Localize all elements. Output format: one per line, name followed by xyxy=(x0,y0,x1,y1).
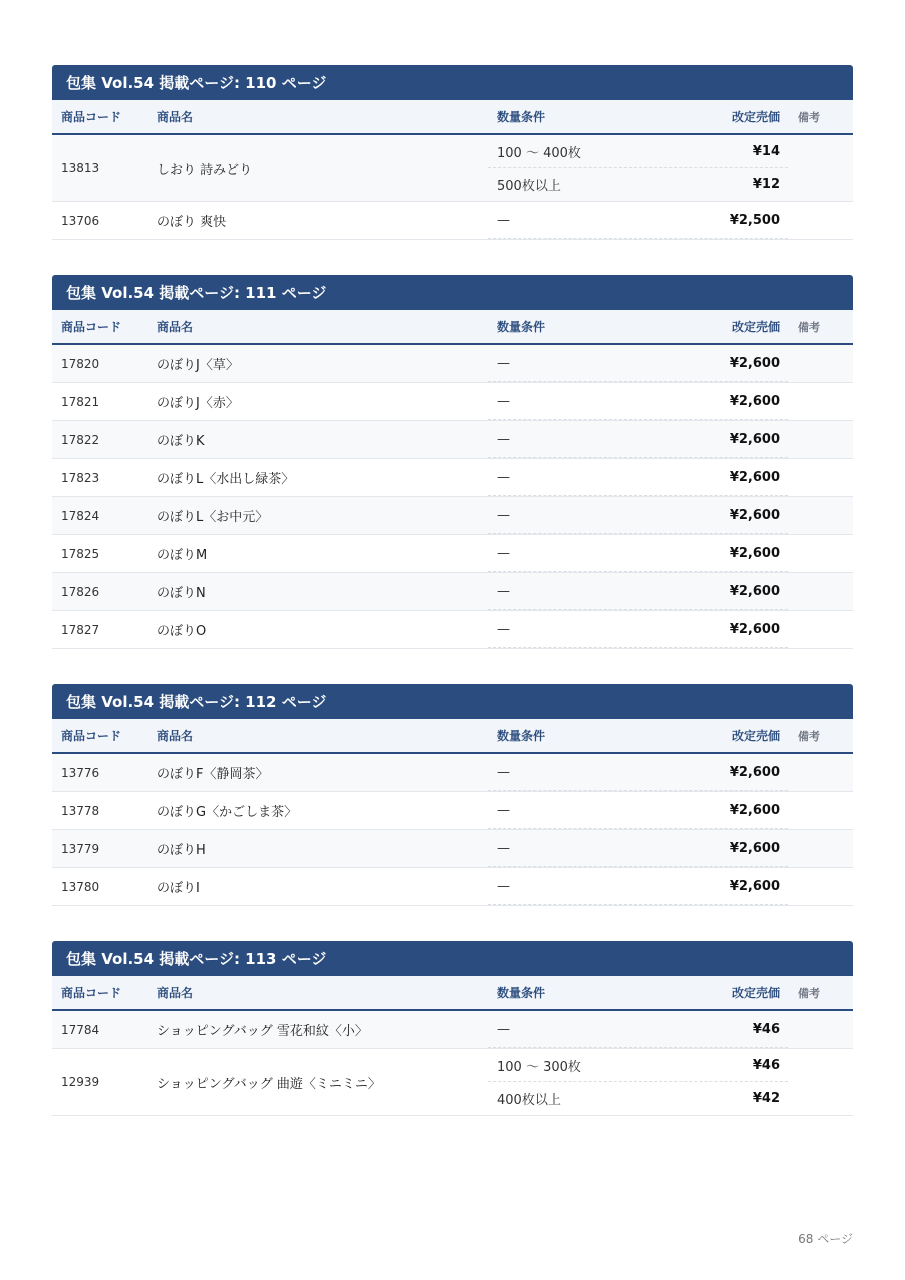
remarks xyxy=(788,383,853,420)
remarks xyxy=(788,1011,853,1048)
product-code: 17822 xyxy=(61,432,100,447)
price-tiers xyxy=(488,383,788,420)
column-header-row xyxy=(52,310,853,345)
price-section xyxy=(52,65,853,240)
revised-price: ¥2,600 xyxy=(729,469,780,485)
price-tier xyxy=(488,421,788,458)
remarks xyxy=(788,345,853,382)
column-header-note: 備考 xyxy=(798,986,820,1000)
table-row xyxy=(52,497,853,535)
price-tier xyxy=(488,383,788,420)
revised-price: ¥2,600 xyxy=(729,545,780,561)
quantity-condition: 100 〜 400枚 xyxy=(497,145,581,161)
product-name: のぼりN xyxy=(157,586,206,601)
product-name: ショッピングバッグ 曲遊〈ミニミニ〉 xyxy=(157,1076,381,1092)
remarks xyxy=(788,611,853,648)
product-code: 17820 xyxy=(61,356,100,371)
remarks xyxy=(788,868,853,905)
column-header-note: 備考 xyxy=(798,110,820,124)
table-row xyxy=(52,345,853,383)
price-section xyxy=(52,684,853,906)
quantity-condition: — xyxy=(497,212,510,228)
product-code: 17823 xyxy=(61,470,100,485)
revised-price: ¥2,600 xyxy=(729,764,780,780)
product-code: 17825 xyxy=(61,546,100,561)
column-header-price: 改定売価 xyxy=(731,729,780,743)
revised-price: ¥2,600 xyxy=(729,840,780,856)
price-section xyxy=(52,941,853,1116)
price-tiers xyxy=(488,421,788,458)
quantity-condition: — xyxy=(497,764,510,780)
price-tiers xyxy=(488,868,788,905)
price-tier xyxy=(488,497,788,534)
table-row xyxy=(52,135,853,202)
product-code: 17784 xyxy=(61,1022,100,1037)
column-header-name: 商品名 xyxy=(157,729,194,743)
product-code: 17827 xyxy=(61,622,100,637)
revised-price: ¥46 xyxy=(752,1057,780,1073)
column-header-row xyxy=(52,100,853,135)
column-header-qty: 数量条件 xyxy=(497,986,546,1000)
price-section xyxy=(52,275,853,649)
product-name: のぼりM xyxy=(157,548,208,563)
remarks xyxy=(788,792,853,829)
product-name: のぼりI xyxy=(157,881,200,896)
price-tier xyxy=(488,1082,788,1115)
price-tiers xyxy=(488,573,788,610)
remarks xyxy=(788,830,853,867)
quantity-condition: — xyxy=(497,1021,510,1037)
price-tier xyxy=(488,830,788,867)
price-tier xyxy=(488,754,788,791)
price-tiers xyxy=(488,754,788,791)
column-header-price: 改定売価 xyxy=(731,986,780,1000)
table-row xyxy=(52,459,853,497)
quantity-condition: — xyxy=(497,431,510,447)
product-name: のぼりJ〈草〉 xyxy=(157,358,239,373)
quantity-condition: — xyxy=(497,355,510,371)
price-tiers xyxy=(488,459,788,496)
revised-price: ¥2,600 xyxy=(729,355,780,371)
remarks xyxy=(788,202,853,239)
quantity-condition: — xyxy=(497,507,510,523)
price-tiers xyxy=(488,202,788,239)
quantity-condition: — xyxy=(497,583,510,599)
product-code: 17821 xyxy=(61,394,100,409)
table-row xyxy=(52,1049,853,1116)
revised-price: ¥2,600 xyxy=(729,507,780,523)
quantity-condition: — xyxy=(497,469,510,485)
price-tiers xyxy=(488,1011,788,1048)
remarks xyxy=(788,421,853,458)
product-code: 13776 xyxy=(61,765,100,780)
product-name: のぼりG〈かごしま茶〉 xyxy=(157,805,298,820)
section-title: 包集 Vol.54 掲載ページ: 112 ページ xyxy=(52,684,853,719)
column-header-name: 商品名 xyxy=(157,110,194,124)
column-header-price: 改定売価 xyxy=(731,320,780,334)
price-tiers xyxy=(488,345,788,382)
column-header-name: 商品名 xyxy=(157,320,194,334)
quantity-condition: 400枚以上 xyxy=(497,1093,561,1108)
remarks xyxy=(788,1049,853,1115)
revised-price: ¥2,600 xyxy=(729,583,780,599)
price-list xyxy=(52,65,853,1151)
table-row xyxy=(52,202,853,240)
page-number: 68 ページ xyxy=(798,1232,853,1246)
product-name: ショッピングバッグ 雪花和紋〈小〉 xyxy=(157,1024,368,1039)
price-tier xyxy=(488,459,788,496)
price-tiers xyxy=(488,135,788,201)
quantity-condition: 500枚以上 xyxy=(497,179,561,194)
revised-price: ¥12 xyxy=(752,177,780,192)
column-header-qty: 数量条件 xyxy=(497,110,546,124)
table-row xyxy=(52,830,853,868)
price-tier xyxy=(488,611,788,648)
table-row xyxy=(52,421,853,459)
column-header-code: 商品コード xyxy=(61,729,122,743)
column-header-note: 備考 xyxy=(798,729,820,743)
revised-price: ¥2,600 xyxy=(729,802,780,818)
column-header-note: 備考 xyxy=(798,320,820,334)
quantity-condition: — xyxy=(497,840,510,856)
revised-price: ¥14 xyxy=(752,143,780,159)
column-header-name: 商品名 xyxy=(157,986,194,1000)
quantity-condition: 100 〜 300枚 xyxy=(497,1059,581,1075)
table-row xyxy=(52,754,853,792)
product-code: 13778 xyxy=(61,803,100,818)
table-body xyxy=(52,1011,853,1116)
section-title: 包集 Vol.54 掲載ページ: 110 ページ xyxy=(52,65,853,100)
product-name: のぼりJ〈赤〉 xyxy=(157,396,239,411)
product-code: 13780 xyxy=(61,879,100,894)
product-code: 17826 xyxy=(61,584,100,599)
price-tier xyxy=(488,1011,788,1048)
revised-price: ¥2,600 xyxy=(729,393,780,409)
product-name: のぼり 爽快 xyxy=(157,215,227,230)
product-code: 17824 xyxy=(61,508,100,523)
revised-price: ¥2,600 xyxy=(729,431,780,447)
revised-price: ¥46 xyxy=(752,1021,780,1037)
revised-price: ¥2,500 xyxy=(729,212,780,228)
table-row xyxy=(52,611,853,649)
price-tiers xyxy=(488,830,788,867)
table-row xyxy=(52,535,853,573)
table-body xyxy=(52,135,853,240)
price-tiers xyxy=(488,611,788,648)
price-tier xyxy=(488,535,788,572)
remarks xyxy=(788,459,853,496)
product-name: のぼりL〈水出し緑茶〉 xyxy=(157,472,295,487)
section-title: 包集 Vol.54 掲載ページ: 113 ページ xyxy=(52,941,853,976)
price-tiers xyxy=(488,792,788,829)
quantity-condition: — xyxy=(497,621,510,637)
price-tier xyxy=(488,1049,788,1082)
column-header-code: 商品コード xyxy=(61,110,122,124)
product-name: のぼりH xyxy=(157,843,206,858)
product-name: のぼりL〈お中元〉 xyxy=(157,510,269,525)
price-tier xyxy=(488,868,788,905)
column-header-code: 商品コード xyxy=(61,320,122,334)
revised-price: ¥42 xyxy=(752,1091,780,1106)
price-tier xyxy=(488,573,788,610)
remarks xyxy=(788,497,853,534)
revised-price: ¥2,600 xyxy=(729,878,780,894)
column-header-qty: 数量条件 xyxy=(497,729,546,743)
price-tier xyxy=(488,345,788,382)
remarks xyxy=(788,535,853,572)
table-body xyxy=(52,345,853,649)
quantity-condition: — xyxy=(497,545,510,561)
price-tier xyxy=(488,792,788,829)
product-code: 13706 xyxy=(61,213,100,228)
quantity-condition: — xyxy=(497,393,510,409)
quantity-condition: — xyxy=(497,802,510,818)
price-tier xyxy=(488,202,788,239)
table-row xyxy=(52,383,853,421)
revised-price: ¥2,600 xyxy=(729,621,780,637)
remarks xyxy=(788,573,853,610)
product-name: しおり 詩みどり xyxy=(157,162,253,178)
product-name: のぼりK xyxy=(157,434,205,449)
product-code: 13813 xyxy=(61,161,100,175)
table-row xyxy=(52,792,853,830)
section-title: 包集 Vol.54 掲載ページ: 111 ページ xyxy=(52,275,853,310)
table-row xyxy=(52,868,853,906)
product-name: のぼりF〈静岡茶〉 xyxy=(157,767,269,782)
price-tiers xyxy=(488,535,788,572)
price-tiers xyxy=(488,1049,788,1115)
column-header-row xyxy=(52,976,853,1011)
table-row xyxy=(52,1011,853,1049)
price-tier xyxy=(488,135,788,168)
table-body xyxy=(52,754,853,906)
column-header-qty: 数量条件 xyxy=(497,320,546,334)
product-code: 12939 xyxy=(61,1075,100,1089)
table-row xyxy=(52,573,853,611)
product-code: 13779 xyxy=(61,841,100,856)
quantity-condition: — xyxy=(497,878,510,894)
remarks xyxy=(788,754,853,791)
column-header-price: 改定売価 xyxy=(731,110,780,124)
price-tier xyxy=(488,168,788,201)
price-tiers xyxy=(488,497,788,534)
remarks xyxy=(788,135,853,201)
column-header-code: 商品コード xyxy=(61,986,122,1000)
column-header-row xyxy=(52,719,853,754)
product-name: のぼりO xyxy=(157,624,207,639)
